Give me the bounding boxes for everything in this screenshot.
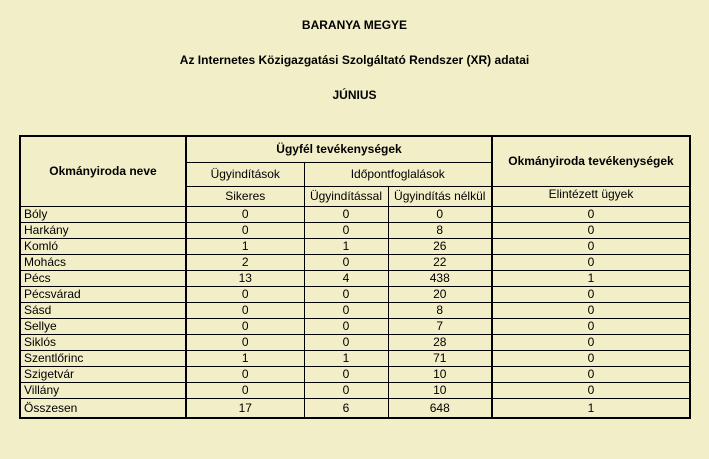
- table-row: [20, 238, 690, 254]
- successful-value: 13: [186, 270, 304, 286]
- office-name: Mohács: [20, 254, 186, 270]
- successful-value: 0: [186, 366, 304, 382]
- with-case-value: 1: [304, 238, 388, 254]
- total-row: [20, 398, 690, 418]
- without-case-value: 10: [388, 382, 492, 398]
- successful-value: 0: [186, 382, 304, 398]
- month-title: JÚNIUS: [332, 88, 377, 102]
- without-case-value: 8: [388, 222, 492, 238]
- table-row: [20, 334, 690, 350]
- table-row: [20, 318, 690, 334]
- appointments-header: Időpontfoglalások: [304, 162, 492, 186]
- total-without-case: 648: [388, 398, 492, 418]
- without-case-value: 438: [388, 270, 492, 286]
- completed-value: 0: [492, 238, 690, 254]
- table-row: [20, 350, 690, 366]
- without-case-value: 8: [388, 302, 492, 318]
- county-title: BARANYA MEGYE: [301, 18, 408, 32]
- total-with-case: 6: [304, 398, 388, 418]
- completed-value: 0: [492, 318, 690, 334]
- table-row: [20, 382, 690, 398]
- statistics-table: [19, 135, 691, 419]
- without-case-value: 20: [388, 286, 492, 302]
- table-row: [20, 286, 690, 302]
- without-case-value: 28: [388, 334, 492, 350]
- completed-value: 0: [492, 302, 690, 318]
- office-name: Harkány: [20, 222, 186, 238]
- completed-value: 0: [492, 206, 690, 222]
- office-name: Komló: [20, 238, 186, 254]
- with-case-value: 0: [304, 222, 388, 238]
- successful-value: 0: [186, 334, 304, 350]
- successful-value: 0: [186, 222, 304, 238]
- total-successful: 17: [186, 398, 304, 418]
- without-case-value: 10: [388, 366, 492, 382]
- successful-value: 1: [186, 238, 304, 254]
- table-row: [20, 366, 690, 382]
- case-initiations-header: Ügyindítások: [186, 162, 304, 186]
- with-case-header: Ügyindítással: [304, 186, 388, 206]
- office-name: Pécs: [20, 270, 186, 286]
- office-activities-header: Okmányiroda tevékenységek: [492, 136, 690, 186]
- report-subtitle: Az Internetes Közigazgatási Szolgáltató Rendszer (XR) adatai: [179, 53, 530, 67]
- table-row: [20, 302, 690, 318]
- successful-header: Sikeres: [186, 186, 304, 206]
- office-name: Szigetvár: [20, 366, 186, 382]
- with-case-value: 0: [304, 334, 388, 350]
- office-name: Sellye: [20, 318, 186, 334]
- successful-value: 0: [186, 286, 304, 302]
- office-name: Villány: [20, 382, 186, 398]
- with-case-value: 1: [304, 350, 388, 366]
- without-case-value: 26: [388, 238, 492, 254]
- without-case-value: 22: [388, 254, 492, 270]
- completed-value: 0: [492, 334, 690, 350]
- completed-value: 0: [492, 254, 690, 270]
- with-case-value: 0: [304, 254, 388, 270]
- table-row: [20, 206, 690, 222]
- table-row: [20, 270, 690, 286]
- with-case-value: 0: [304, 382, 388, 398]
- successful-value: 0: [186, 318, 304, 334]
- with-case-value: 0: [304, 206, 388, 222]
- office-name-header: Okmányiroda neve: [20, 136, 186, 206]
- without-case-value: 0: [388, 206, 492, 222]
- table-row: [20, 222, 690, 238]
- office-name: Bóly: [20, 206, 186, 222]
- total-label: Összesen: [20, 398, 186, 418]
- with-case-value: 0: [304, 366, 388, 382]
- table-row: [20, 254, 690, 270]
- successful-value: 0: [186, 302, 304, 318]
- with-case-value: 0: [304, 286, 388, 302]
- successful-value: 0: [186, 206, 304, 222]
- completed-value: 0: [492, 222, 690, 238]
- completed-value: 0: [492, 382, 690, 398]
- office-name: Pécsvárad: [20, 286, 186, 302]
- client-activities-header: Ügyfél tevékenységek: [186, 136, 492, 162]
- total-completed: 1: [492, 398, 690, 418]
- office-name: Szentlőrinc: [20, 350, 186, 366]
- without-case-header: Ügyindítás nélkül: [388, 186, 492, 206]
- completed-cases-header: Elintézett ügyek: [492, 186, 690, 206]
- office-name: Sásd: [20, 302, 186, 318]
- completed-value: 0: [492, 350, 690, 366]
- successful-value: 1: [186, 350, 304, 366]
- completed-value: 1: [492, 270, 690, 286]
- without-case-value: 71: [388, 350, 492, 366]
- without-case-value: 7: [388, 318, 492, 334]
- with-case-value: 4: [304, 270, 388, 286]
- with-case-value: 0: [304, 318, 388, 334]
- completed-value: 0: [492, 286, 690, 302]
- office-name: Siklós: [20, 334, 186, 350]
- successful-value: 2: [186, 254, 304, 270]
- completed-value: 0: [492, 366, 690, 382]
- with-case-value: 0: [304, 302, 388, 318]
